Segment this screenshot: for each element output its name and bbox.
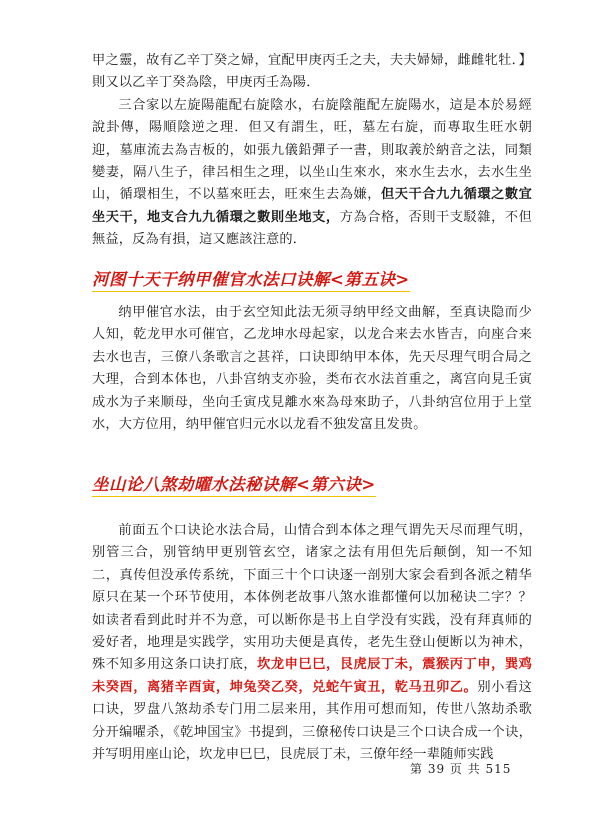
highlight-text: 坎龙申巳巳，艮虎辰丁未，震猴丙丁申，巽鸡未癸酉，离猪辛酉寅，坤兔癸乙癸，兑蛇午寅丑，乾马丑卯乙。 (92, 657, 532, 695)
paragraph-text: 方為合格，否則干支駁雜，不但無益，反為有損，這又應該注意的． (92, 209, 532, 248)
paragraph-text: 甲之靈，故有乙辛丁癸之婦，宜配甲庚丙壬之夫，夫夫婦婦，雌雌牝牡．】則又以乙辛丁癸為陰，甲庚丙壬為陽． (92, 53, 532, 91)
paragraph: 纳甲催官水法，由于玄空知此法无须寻纳甲经文曲解，至真诀隐而少人知，乾龙甲水可催官，乙龙坤水母起家，以龙合来去水皆吉，向座合来去水也吉，三僚八条歌言之甚祥，口诀即纳甲本体，先天尽理气明合局之大理，合到本体也，八卦宫纳支亦验，类布衣水法首重之，离宫向見壬寅成水为子来顺母，坐向壬寅戌見離水來為母來助子，八卦纳宫位用于上堂水，大方位用，纳甲催官归元水以龙看不独发富且发贵。 (92, 305, 532, 433)
section-6-block (92, 520, 532, 766)
section-5-block (92, 302, 532, 436)
paragraph-text: 前面五个口诀论水法合局，山情合到本体之理气谓先天尽而理气明，别管三合，别管纳甲更别管玄空，诸家之法有用但先后颠倒，知一不知二，真传但没承传系统，下面三十个口诀逐一剖别大家会看到各派之精华原只在某一个环节使用，本体例老故事八煞水谁都懂何以加秘诀二字？？如读者看到此时并不为意，可以断你是书上自学没有实践，没有拜真师的爱好者，地理是实践学，实用功夫便是真传，老先生登山便断以为神术，殊不知多用这条口诀打底， (92, 523, 532, 673)
paragraph (92, 95, 532, 252)
paragraph-text: 三合家以左旋陽龍配右旋陰水，右旋陰龍配左旋陽水，這是本於易經說卦傳，陽順陰逆之理．但又有謂生，旺，墓左右旋，而專取生旺水朝迎，墓庫流去為吉板的，如張九儀鉛彈子一書，則取義於納音之法，同類變妻，隔八生子，律呂相生之理，以坐山生來水，來水生去水，去水生坐山，循環相生，不以墓來旺去，旺來生去為嫌， (92, 97, 532, 203)
paragraph-text: 别小看这口诀，罗盘八煞劫杀专门用二层来用，其作用可想而知，传世八煞劫杀歌分开编曜杀，《乾坤国宝》书提到，三僚秘传口诀是三个口诀合成一个诀，并写明用座山论，坎龙申巳巳，艮虎辰丁未，三僚年经一辈随师实践 (92, 679, 532, 763)
section-heading-6: 坐山论八煞劫曜水法秘诀解<第六诀> (92, 471, 376, 497)
paragraph (92, 50, 532, 95)
section-heading-5: 河图十天干纳甲催官水法口诀解<第五诀> (92, 266, 410, 292)
page-number: 第 39 页 共 515 (410, 762, 512, 776)
bold-text: 但天干合九九循環之數宜坐天干，地支合九九循環之數則坐地支， (92, 187, 533, 225)
paragraph (92, 520, 532, 766)
intro-block (92, 50, 532, 252)
